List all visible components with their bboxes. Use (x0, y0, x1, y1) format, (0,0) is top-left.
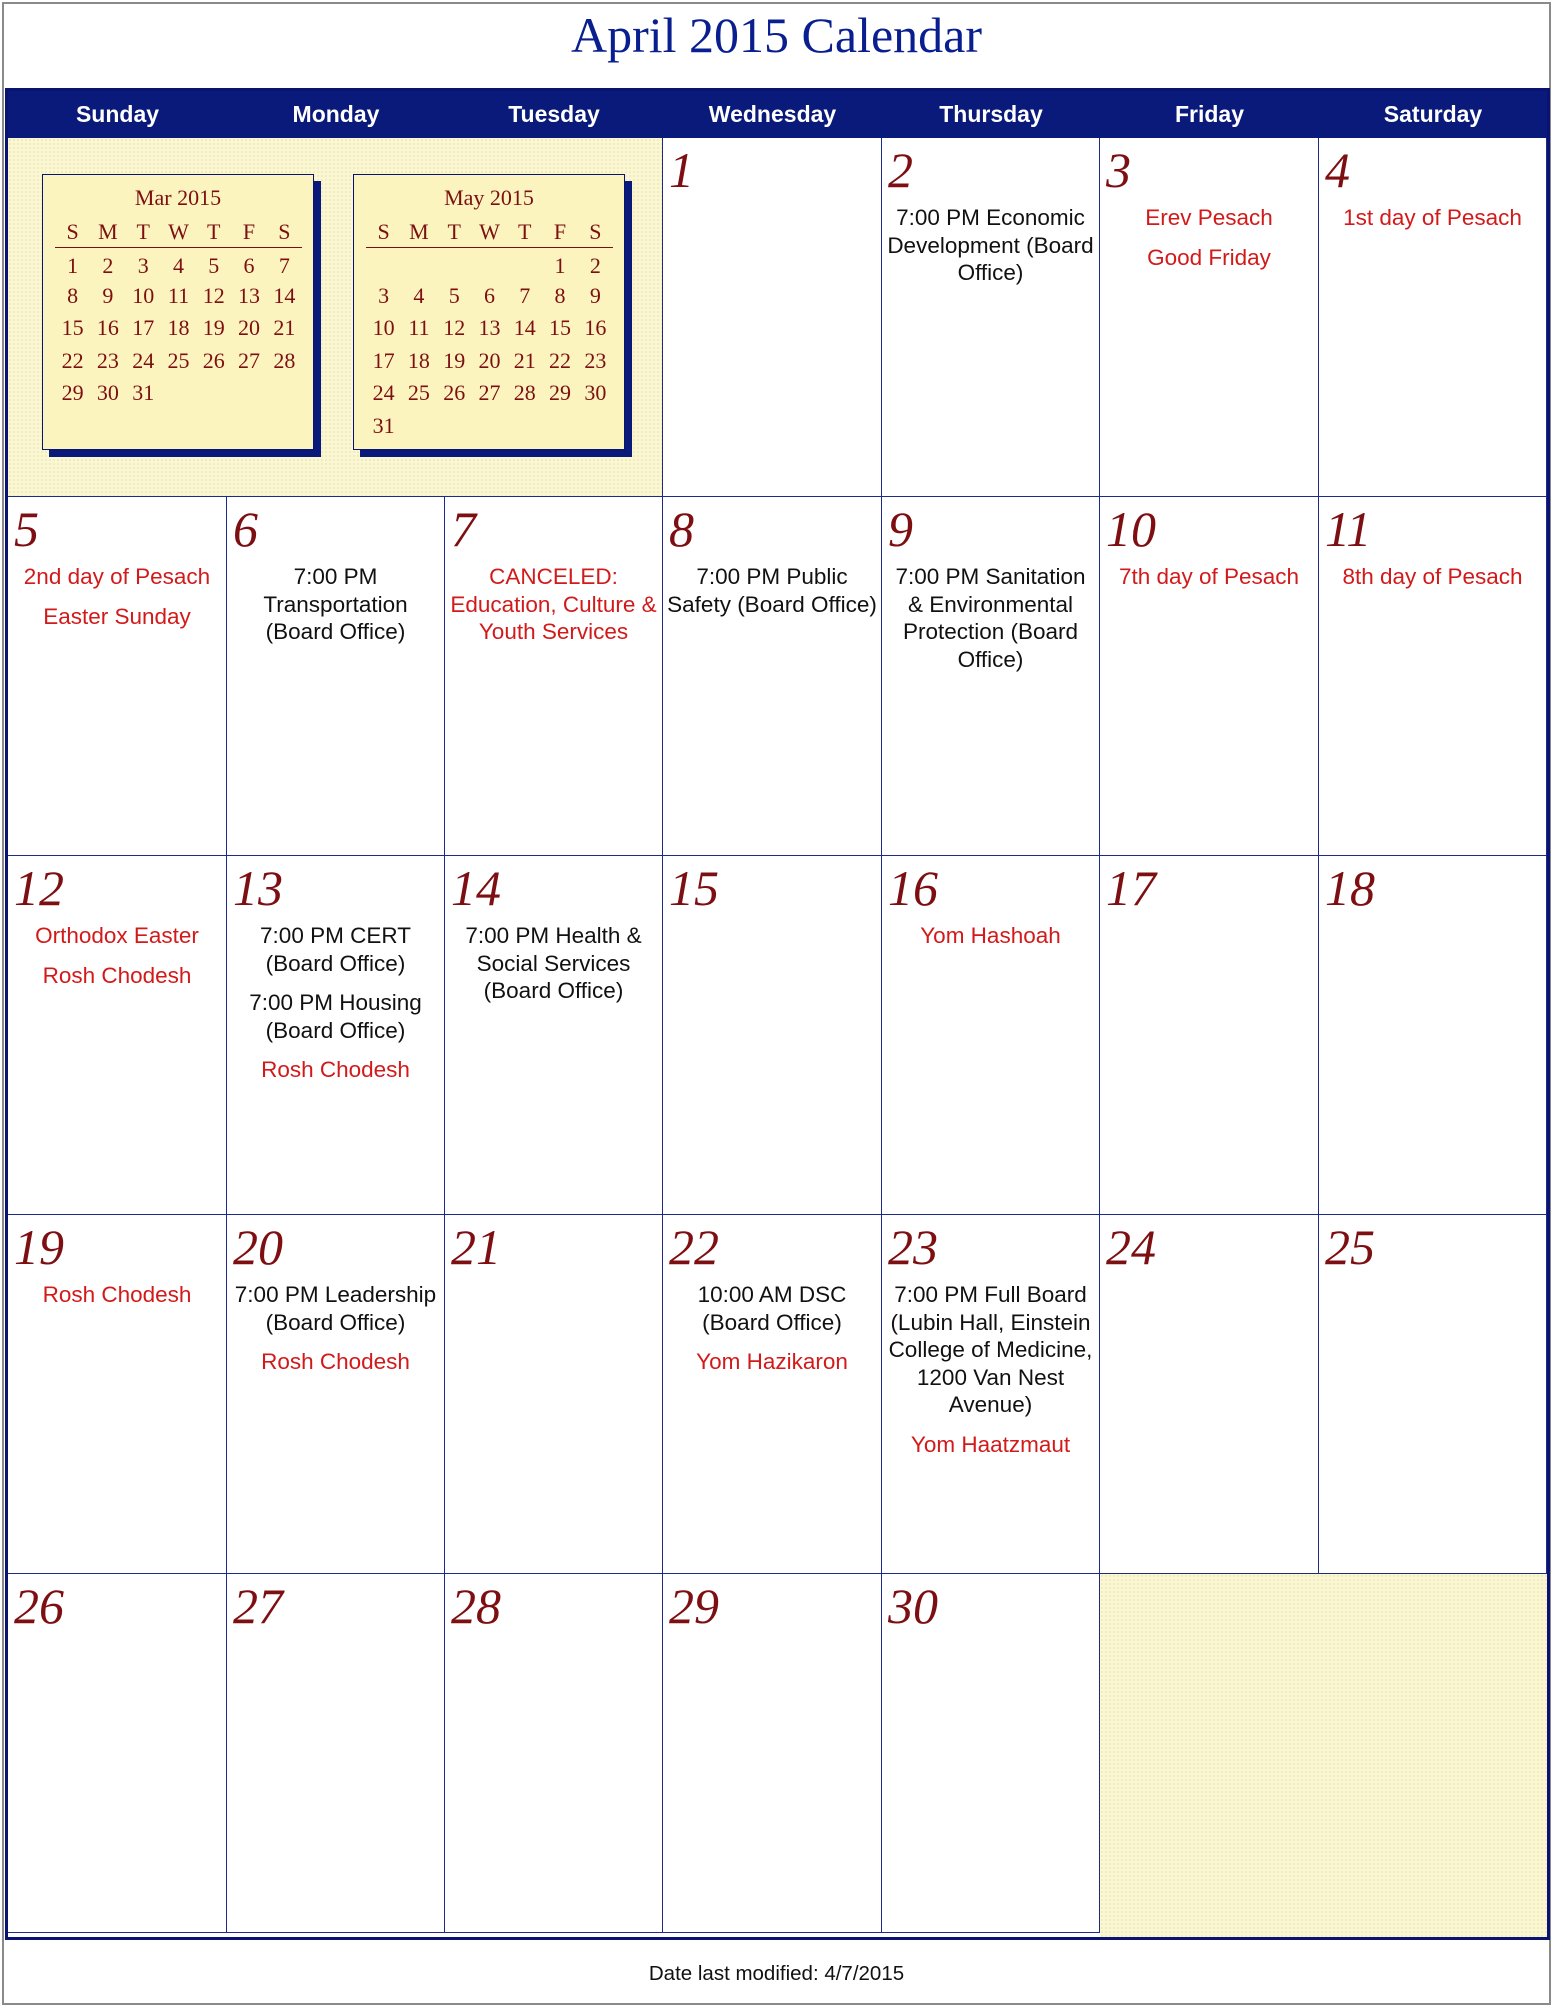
mini-day: 1 (554, 252, 566, 278)
weekday-header-wednesday: Wednesday (663, 91, 882, 138)
mini-day-letter: T (507, 217, 542, 247)
holiday-event[interactable]: Erev Pesach (1145, 205, 1273, 230)
meeting-event[interactable]: 10:00 AM DSC (Board Office) (697, 1282, 847, 1335)
mini-day-letter: S (578, 217, 613, 247)
holiday-event[interactable]: Rosh Chodesh (261, 1349, 410, 1374)
weekday-header-monday: Monday (227, 91, 445, 138)
mini-day-letter: W (161, 217, 196, 247)
mini-day: 28 (513, 380, 536, 406)
mini-day-letter: M (401, 217, 436, 247)
day-cell-17[interactable] (1100, 856, 1319, 1215)
day-number: 27 (233, 1578, 283, 1634)
mini-day-letter: F (231, 217, 266, 247)
mini-day: 8 (67, 282, 79, 308)
mini-day: 22 (61, 347, 84, 373)
day-number: 6 (233, 501, 258, 557)
mini-day: 2 (102, 252, 114, 278)
day-events (8, 1281, 226, 1321)
day-cell-24[interactable] (1100, 1215, 1319, 1574)
mini-day: 9 (102, 282, 114, 308)
day-events (882, 204, 1099, 299)
mini-day: 7 (278, 252, 290, 278)
mini-day: 1 (67, 252, 79, 278)
day-number: 30 (888, 1578, 938, 1634)
mini-day: 31 (132, 380, 155, 406)
day-events (882, 1281, 1099, 1470)
mini-day: 14 (513, 315, 536, 341)
mini-day: 6 (243, 252, 255, 278)
day-cell-11[interactable] (1319, 497, 1547, 856)
mini-day-letter: M (90, 217, 125, 247)
mini-day-letter: T (126, 217, 161, 247)
day-cell-4[interactable] (1319, 138, 1547, 497)
mini-day: 11 (167, 282, 190, 308)
day-number: 12 (14, 860, 64, 916)
meeting-event[interactable]: 7:00 PM Leadership (Board Office) (234, 1282, 437, 1335)
day-cell-16[interactable] (882, 856, 1100, 1215)
day-events (227, 563, 444, 658)
day-events (663, 1281, 881, 1388)
mini-day: 4 (172, 252, 184, 278)
mini-day-letter: T (196, 217, 231, 247)
mini-day (437, 410, 472, 443)
day-number: 1 (669, 142, 694, 198)
mini-day (366, 247, 401, 280)
weekday-header-sunday: Sunday (8, 91, 227, 138)
mini-day (472, 247, 507, 280)
mini-day: 23 (96, 347, 119, 373)
mini-day: 10 (372, 315, 395, 341)
day-events (882, 563, 1099, 685)
day-events (1100, 204, 1318, 283)
mini-day: 2 (589, 252, 601, 278)
day-cell-2[interactable] (882, 138, 1100, 497)
mini-day (437, 247, 472, 280)
mini-day: 12 (202, 282, 225, 308)
day-cell-10[interactable] (1100, 497, 1319, 856)
day-number: 4 (1325, 142, 1350, 198)
holiday-event[interactable]: Orthodox Easter (35, 923, 199, 948)
day-cell-22[interactable] (663, 1215, 882, 1574)
day-cell-26[interactable] (8, 1574, 227, 1933)
mini-day: 18 (167, 315, 190, 341)
day-number: 24 (1106, 1219, 1156, 1275)
mini-day: 28 (273, 347, 296, 373)
day-number: 20 (233, 1219, 283, 1275)
day-cell-14[interactable] (445, 856, 663, 1215)
leading-blank-area (8, 138, 663, 497)
day-number: 29 (669, 1578, 719, 1634)
mini-day: 22 (549, 347, 572, 373)
mini-day (267, 377, 302, 410)
day-events (1319, 563, 1546, 603)
mini-day (161, 377, 196, 410)
mini-day (578, 410, 613, 443)
holiday-event[interactable]: Rosh Chodesh (261, 1057, 410, 1082)
day-cell-23[interactable] (882, 1215, 1100, 1574)
meeting-event[interactable]: 7:00 PM Economic Development (Board Office) (887, 205, 1094, 285)
day-cell-6[interactable] (227, 497, 445, 856)
mini-calendar-title: May 2015 (444, 185, 534, 210)
mini-day: 19 (202, 315, 225, 341)
last-modified-footer: Date last modified: 4/7/2015 (648, 1962, 905, 1985)
mini-day: 25 (407, 380, 430, 406)
day-number: 7 (451, 501, 476, 557)
day-number: 22 (669, 1219, 719, 1275)
holiday-event[interactable]: 1st day of Pesach (1343, 205, 1522, 230)
day-cell-1[interactable] (663, 138, 882, 497)
mini-day (401, 247, 436, 280)
meeting-event[interactable]: 7:00 PM Sanitation & Environmental Protection (Board Office) (895, 564, 1086, 672)
page-title: April 2015 Calendar (570, 7, 982, 63)
mini-day (231, 377, 266, 410)
mini-day (196, 377, 231, 410)
mini-day: 30 (96, 380, 119, 406)
mini-day: 21 (513, 347, 536, 373)
holiday-event[interactable]: Yom Hashoah (920, 923, 1061, 948)
mini-day: 19 (443, 347, 466, 373)
meeting-event[interactable]: 7:00 PM Full Board (Lubin Hall, Einstein College of Medicine, 1200 Van Nest Avenue) (888, 1282, 1093, 1417)
day-number: 3 (1106, 142, 1131, 198)
mini-day: 15 (549, 315, 572, 341)
mini-day: 3 (378, 282, 390, 308)
mini-day: 26 (202, 347, 225, 373)
day-number: 17 (1106, 860, 1156, 916)
weekday-header-thursday: Thursday (882, 91, 1100, 138)
day-number: 10 (1106, 501, 1156, 557)
mini-day: 13 (238, 282, 261, 308)
mini-day: 29 (549, 380, 572, 406)
mini-calendar-next-month (353, 174, 625, 450)
mini-day: 8 (554, 282, 566, 308)
day-cell-28[interactable] (445, 1574, 663, 1933)
day-number: 14 (451, 860, 501, 916)
day-cell-18[interactable] (1319, 856, 1547, 1215)
weekday-header-saturday: Saturday (1319, 91, 1547, 138)
mini-day-letter: F (542, 217, 577, 247)
day-number: 5 (14, 501, 39, 557)
mini-day: 5 (448, 282, 460, 308)
day-number: 2 (888, 142, 913, 198)
mini-day: 23 (584, 347, 607, 373)
day-cell-21[interactable] (445, 1215, 663, 1574)
day-number: 26 (14, 1578, 64, 1634)
mini-day: 10 (132, 282, 155, 308)
holiday-event[interactable]: CANCELED: Education, Culture & Youth Services (450, 564, 657, 644)
mini-day: 7 (519, 282, 531, 308)
mini-day (401, 410, 436, 443)
mini-day: 27 (238, 347, 261, 373)
mini-day: 16 (96, 315, 119, 341)
day-number: 15 (669, 860, 719, 916)
mini-day: 5 (208, 252, 220, 278)
day-events (8, 563, 226, 642)
day-cell-13[interactable] (227, 856, 445, 1215)
day-number: 16 (888, 860, 938, 916)
mini-day: 9 (589, 282, 601, 308)
mini-calendar-previous-month (42, 174, 314, 450)
day-number: 23 (888, 1219, 938, 1275)
mini-day: 13 (478, 315, 501, 341)
day-cell-27[interactable] (227, 1574, 445, 1933)
day-number: 21 (451, 1219, 501, 1275)
mini-day: 21 (273, 315, 296, 341)
calendar-grid (5, 88, 1550, 1940)
mini-day-letter: W (472, 217, 507, 247)
holiday-event[interactable]: Good Friday (1147, 244, 1271, 270)
day-cell-5[interactable] (8, 497, 227, 856)
mini-day: 31 (372, 412, 395, 438)
holiday-event[interactable]: Easter Sunday (43, 603, 191, 629)
mini-day: 26 (443, 380, 466, 406)
day-events (663, 563, 881, 630)
day-events (1319, 204, 1546, 244)
day-number: 18 (1325, 860, 1375, 916)
mini-day-letter: T (437, 217, 472, 247)
day-cell-20[interactable] (227, 1215, 445, 1574)
mini-day: 20 (238, 315, 261, 341)
mini-day: 29 (61, 380, 84, 406)
mini-day: 20 (478, 347, 501, 373)
mini-day: 11 (408, 315, 430, 341)
holiday-event[interactable]: 7th day of Pesach (1118, 564, 1300, 589)
holiday-event[interactable]: 2nd day of Pesach (23, 564, 211, 589)
mini-calendar-title: Mar 2015 (134, 185, 222, 210)
meeting-event[interactable]: 7:00 PM Transportation (Board Office) (263, 564, 408, 644)
mini-day-letter: S (55, 217, 90, 247)
holiday-event[interactable]: Rosh Chodesh (42, 962, 192, 988)
day-cell-15[interactable] (663, 856, 882, 1215)
mini-day: 17 (132, 315, 155, 341)
mini-day (542, 410, 577, 443)
mini-day-letter: S (267, 217, 302, 247)
weekday-header-friday: Friday (1100, 91, 1319, 138)
holiday-event[interactable]: 8th day of Pesach (1342, 564, 1523, 589)
mini-calendar-table (366, 217, 613, 442)
holiday-event[interactable]: Yom Haatzmaut (910, 1431, 1071, 1457)
mini-day: 16 (584, 315, 607, 341)
day-number: 13 (233, 860, 283, 916)
day-number: 11 (1325, 501, 1372, 557)
mini-day: 25 (167, 347, 190, 373)
day-cell-7[interactable] (445, 497, 663, 856)
mini-day: 3 (137, 252, 149, 278)
day-cell-9[interactable] (882, 497, 1100, 856)
meeting-event[interactable]: 7:00 PM Public Safety (Board Office) (667, 564, 877, 617)
mini-calendar-table (55, 217, 302, 410)
day-cell-29[interactable] (663, 1574, 882, 1933)
meeting-event[interactable]: 7:00 PM Health & Social Services (Board Office) (465, 923, 642, 1003)
holiday-event[interactable]: Rosh Chodesh (42, 1282, 192, 1307)
mini-day: 12 (443, 315, 466, 341)
mini-day: 30 (584, 380, 607, 406)
mini-day: 17 (372, 347, 395, 373)
day-number: 19 (14, 1219, 64, 1275)
day-events (1100, 563, 1318, 603)
mini-day: 4 (413, 282, 425, 308)
mini-day (507, 247, 542, 280)
mini-day: 18 (407, 347, 430, 373)
day-events (227, 922, 444, 1096)
day-events (445, 922, 662, 1017)
day-number: 25 (1325, 1219, 1375, 1275)
mini-day: 24 (132, 347, 155, 373)
holiday-event[interactable]: Yom Hazikaron (696, 1349, 848, 1374)
mini-day-letter: S (366, 217, 401, 247)
meeting-event[interactable]: 7:00 PM Housing (Board Office) (249, 990, 422, 1043)
day-events (882, 922, 1099, 962)
day-cell-3[interactable] (1100, 138, 1319, 497)
day-cell-12[interactable] (8, 856, 227, 1215)
day-number: 8 (669, 501, 694, 557)
trailing-blank-area (1100, 1574, 1547, 1937)
mini-day (472, 410, 507, 443)
mini-day (507, 410, 542, 443)
day-events (445, 563, 662, 658)
mini-day: 27 (478, 380, 501, 406)
day-cell-30[interactable] (882, 1574, 1100, 1933)
mini-day: 15 (61, 315, 84, 341)
day-cell-25[interactable] (1319, 1215, 1547, 1574)
day-number: 9 (888, 501, 913, 557)
day-cell-8[interactable] (663, 497, 882, 856)
weekday-header-tuesday: Tuesday (445, 91, 663, 138)
day-number: 28 (451, 1578, 501, 1634)
mini-day: 24 (372, 380, 395, 406)
meeting-event[interactable]: 7:00 PM CERT (Board Office) (260, 923, 411, 976)
day-cell-19[interactable] (8, 1215, 227, 1574)
day-events (227, 1281, 444, 1388)
day-events (8, 922, 226, 1001)
mini-day: 6 (483, 282, 495, 308)
mini-day: 14 (273, 282, 296, 308)
